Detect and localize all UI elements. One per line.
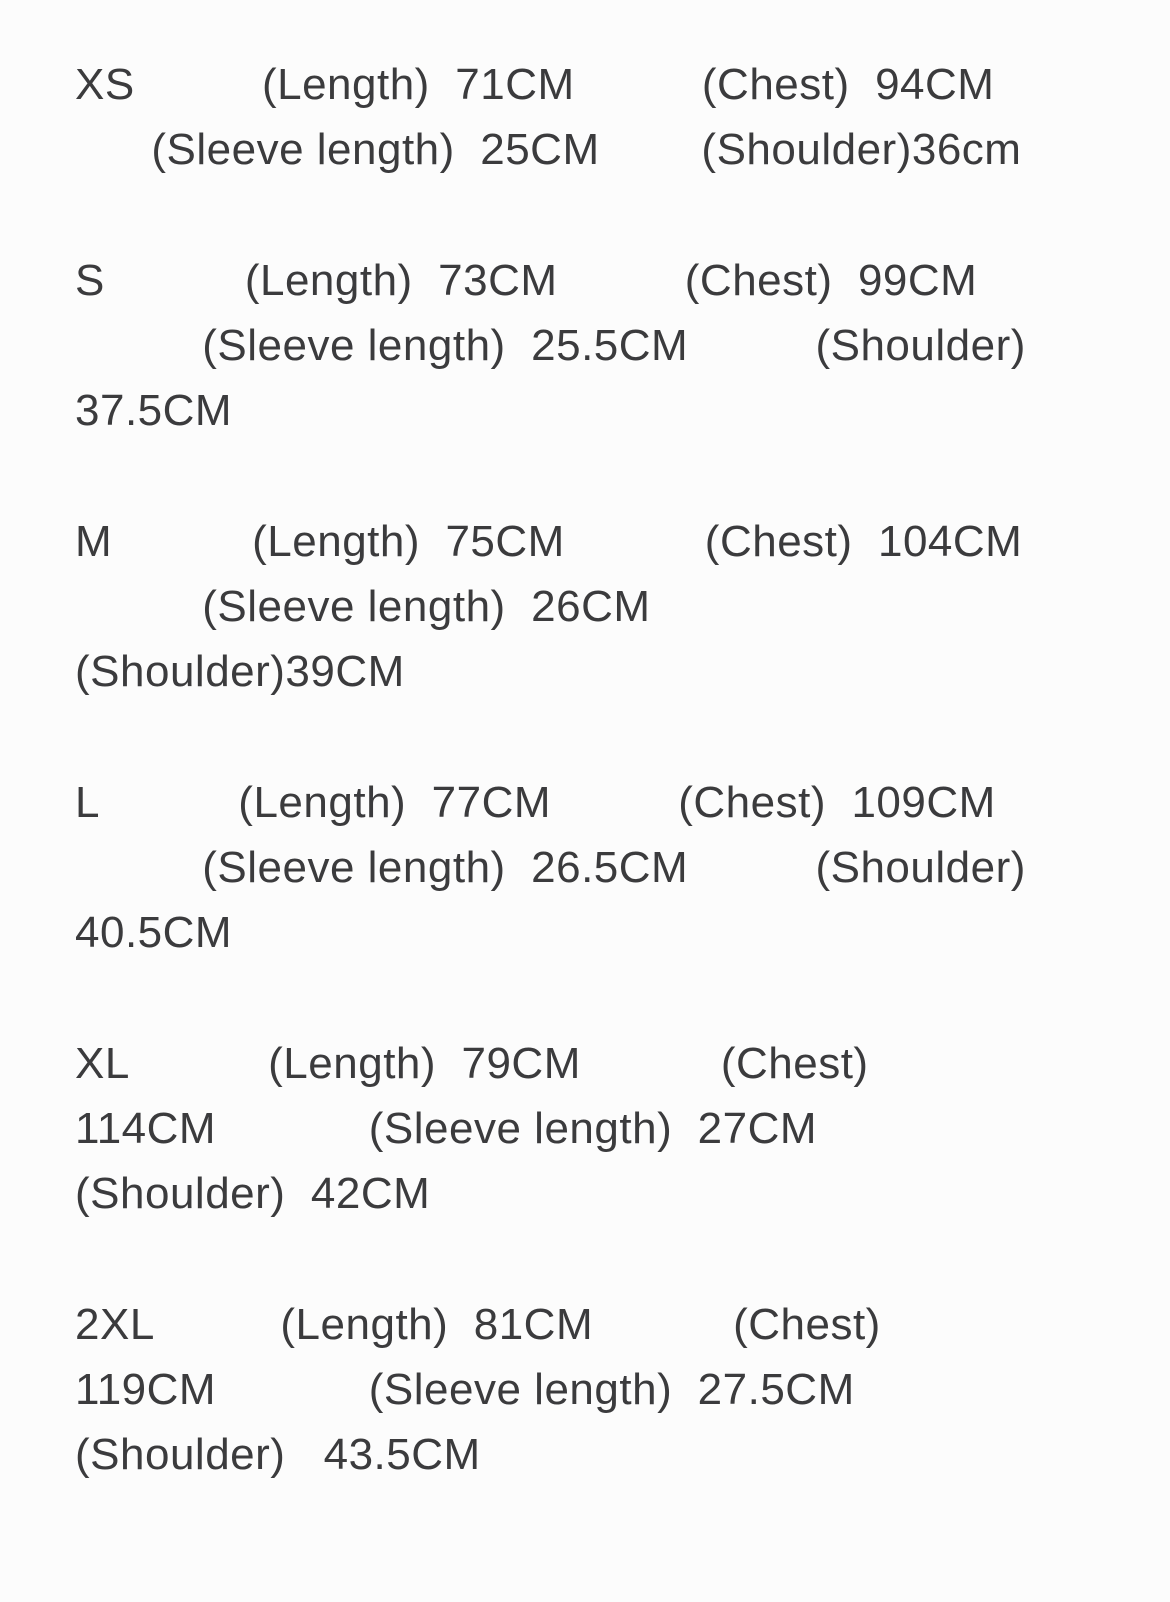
size-block-s	[75, 248, 1150, 443]
size-m-line-1: M (Length) 75CM (Chest) 104CM	[75, 517, 1023, 566]
size-m-line-3: (Shoulder)39CM	[75, 647, 405, 696]
size-xs-line-2: (Sleeve length) 25CM (Shoulder)36cm	[75, 125, 1022, 174]
size-s-line-2: (Sleeve length) 25.5CM (Shoulder)	[75, 321, 1026, 370]
size-s-line-3: 37.5CM	[75, 386, 233, 435]
size-xl-line-3: (Shoulder) 42CM	[75, 1169, 431, 1218]
size-block-xs	[75, 52, 1150, 182]
size-block-l	[75, 770, 1150, 965]
size-m-line-2: (Sleeve length) 26CM	[75, 582, 651, 631]
size-block-xl	[75, 1031, 1150, 1226]
size-l-line-3: 40.5CM	[75, 908, 233, 957]
size-l-line-2: (Sleeve length) 26.5CM (Shoulder)	[75, 843, 1026, 892]
size-l-line-1: L (Length) 77CM (Chest) 109CM	[75, 778, 996, 827]
size-xs-line-1: XS (Length) 71CM (Chest) 94CM	[75, 60, 995, 109]
size-2xl-line-3: (Shoulder) 43.5CM	[75, 1430, 481, 1479]
size-s-line-1: S (Length) 73CM (Chest) 99CM	[75, 256, 978, 305]
size-block-2xl	[75, 1292, 1150, 1487]
size-xl-line-2: 114CM (Sleeve length) 27CM	[75, 1104, 818, 1153]
size-block-m	[75, 509, 1150, 704]
size-xl-line-1: XL (Length) 79CM (Chest)	[75, 1039, 869, 1088]
size-2xl-line-1: 2XL (Length) 81CM (Chest)	[75, 1300, 881, 1349]
size-2xl-line-2: 119CM (Sleeve length) 27.5CM	[75, 1365, 855, 1414]
